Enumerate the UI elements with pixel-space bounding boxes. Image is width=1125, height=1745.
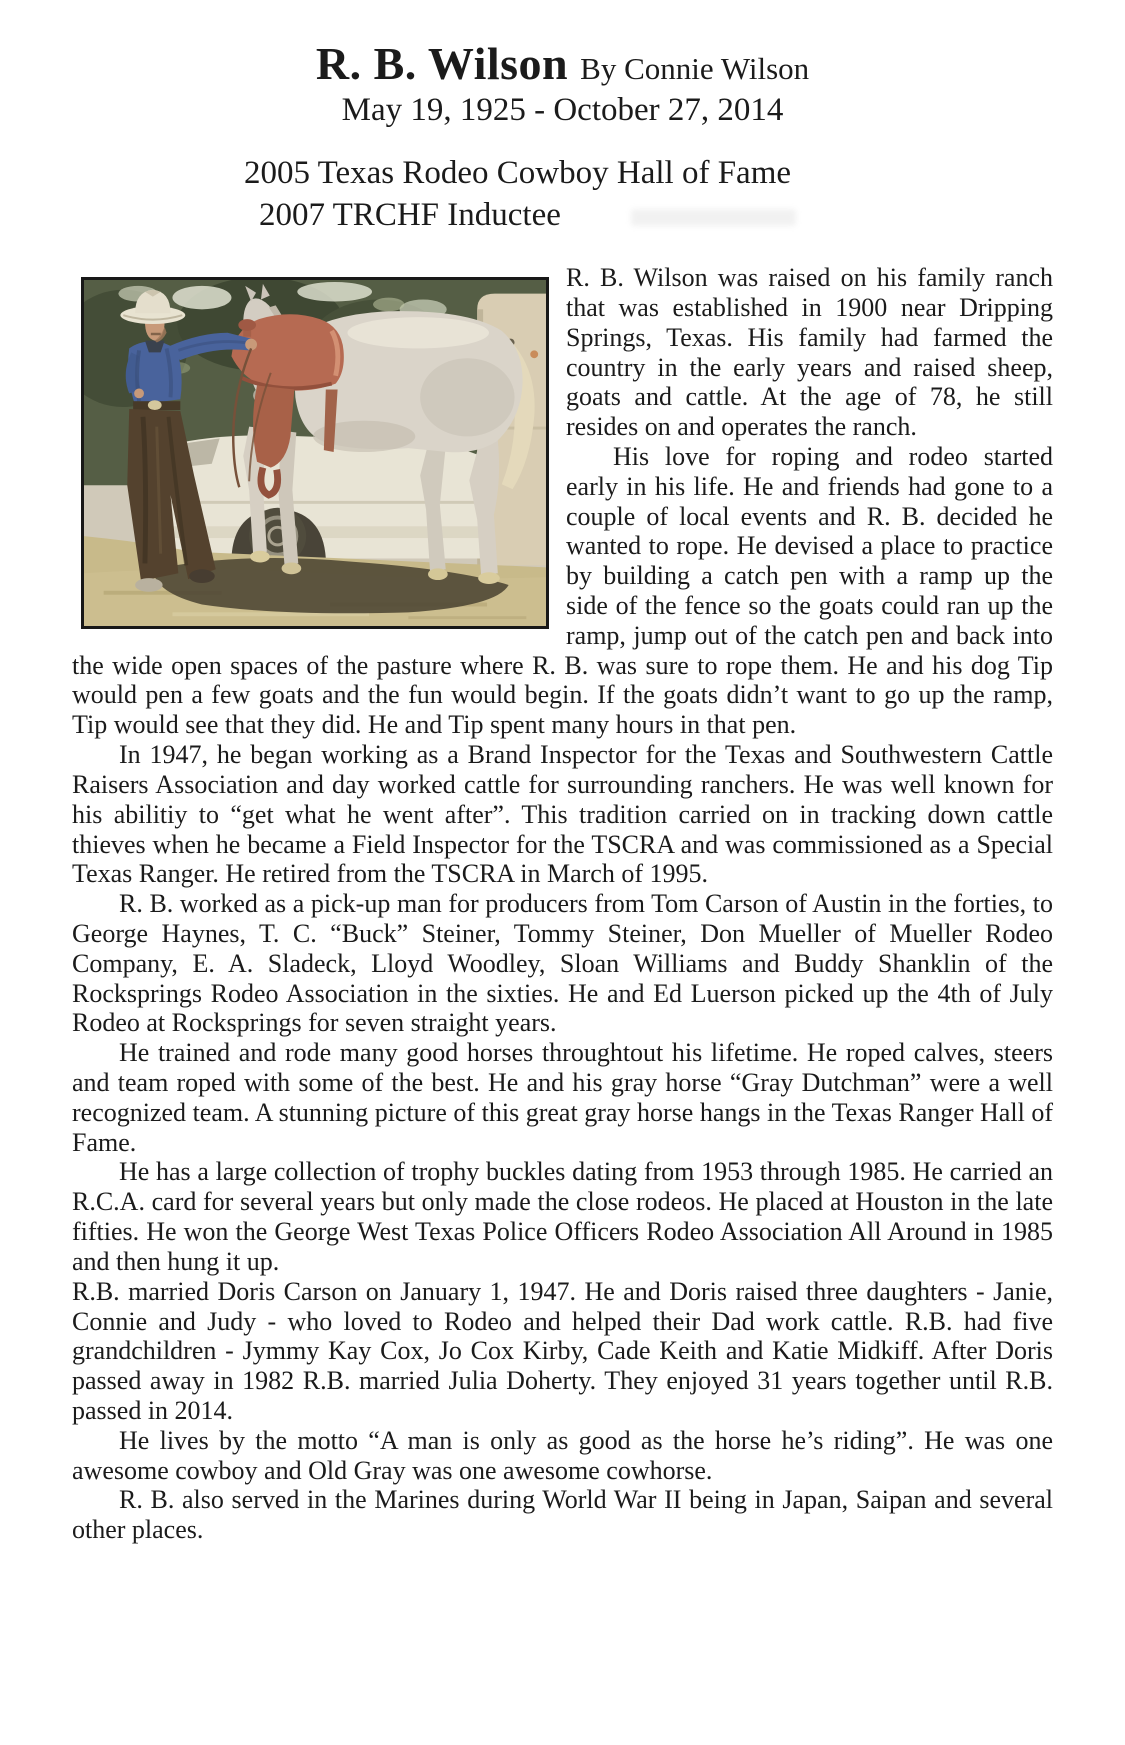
paragraph-trophy-buckles: He has a large collection of trophy buckles dating from 1953 through 1985. He carried an R.C.A. card for several years but only made the close rodeos. He placed at Houston in the late fifties. He won the George West Texas Police Officers Rodeo Association All Around in 1985 and then hung it up.: [72, 1157, 1053, 1276]
page-title: R. B. Wilson: [315, 38, 569, 89]
photo-cowboy-with-gray-horse: [81, 277, 549, 629]
honors-block: [244, 153, 1053, 237]
photo-illustration: [84, 280, 546, 626]
honor-2007: 2007 TRCHF Inductee: [259, 197, 561, 234]
paragraph-raised-on-ranch: R. B. Wilson was raised on his family ranch that was established in 1900 near Dripping Springs, Texas. His family had farmed the country in the early years and raised sheep, goats and cattle. At the age of 78, he still resides on and operates the ranch.: [566, 263, 1053, 442]
life-dates: May 19, 1925 - October 27, 2014: [341, 92, 784, 129]
page-title-line: [72, 40, 1053, 88]
paragraph-pickup-man: R. B. worked as a pick-up man for producers from Tom Carson of Austin in the forties, to George Haynes, T. C. “Buck” Steiner, Tommy Steiner, Don Mueller of Mueller Rodeo Company, E. A. Sladeck, Lloyd Woodley, Sloan Williams and Buddy Shanklin of the Rocksprings Rodeo Association in the sixties. He and Ed Luerson picked up the 4th of July Rodeo at Rocksprings for seven straight years.: [72, 889, 1053, 1038]
paragraph-brand-inspector: In 1947, he began working as a Brand Inspector for the Texas and Southwestern Cattle Raisers Association and day worked cattle for surrounding ranchers. He was well known for his abilitiy to “get what he went after”. This tradition carried on in tracking down cattle thieves when he became a Field Inspector for the TSCRA and was commissioned as a Special Texas Ranger. He retired from the TSCRA in March of 1995.: [72, 740, 1053, 889]
byline: By Connie Wilson: [580, 51, 810, 86]
paragraph-love-for-roping: His love for roping and rodeo started early in his life. He and friends had gone to a couple of local events and R. B. decided he wanted to rope. He devised a place to practice by building a catch pen with a ramp up the side of the fence so the goats could ran up the ramp, jump out of the catch pen and back into the wide open spaces of the pasture where R. B. was sure to rope them. He and his dog Tip would pen a few goats and the fun would begin. If the goats didn’t want to go up the ramp, Tip would see that they did. He and Tip spent many hours in that pen.: [72, 441, 1053, 740]
scan-artifact: [631, 209, 796, 226]
paragraph-motto: He lives by the motto “A man is only as good as the horse he’s riding”. He was one awesome cowboy and Old Gray was one awesome cowhorse.: [72, 1425, 1053, 1485]
honor-2007-line: [244, 195, 1053, 237]
honor-2005: 2005 Texas Rodeo Cowboy Hall of Fame: [244, 155, 792, 192]
paragraph-family: R.B. married Doris Carson on January 1, 1947. He and Doris raised three daughters - Janie, Connie and Judy - who loved to Rodeo and helped their Dad work cattle. R.B. had five grandchildren - Jymmy Kay Cox, Jo Cox Kirby, Cade Keith and Katie Midkiff. After Doris passed away in 1982 R.B. married Julia Doherty. They enjoyed 31 years together until R.B. passed in 2014.: [72, 1276, 1053, 1425]
biography-text: [72, 263, 1053, 1545]
paragraph-gray-dutchman: He trained and rode many good horses throughtout his lifetime. He roped calves, steers and team roped with some of the best. He and his gray horse “Gray Dutchman” were a well recognized team. A stunning picture of this great gray horse hangs in the Texas Ranger Hall of Fame.: [72, 1038, 1053, 1157]
paragraph-marines: R. B. also served in the Marines during World War II being in Japan, Saipan and several other places.: [72, 1485, 1053, 1545]
